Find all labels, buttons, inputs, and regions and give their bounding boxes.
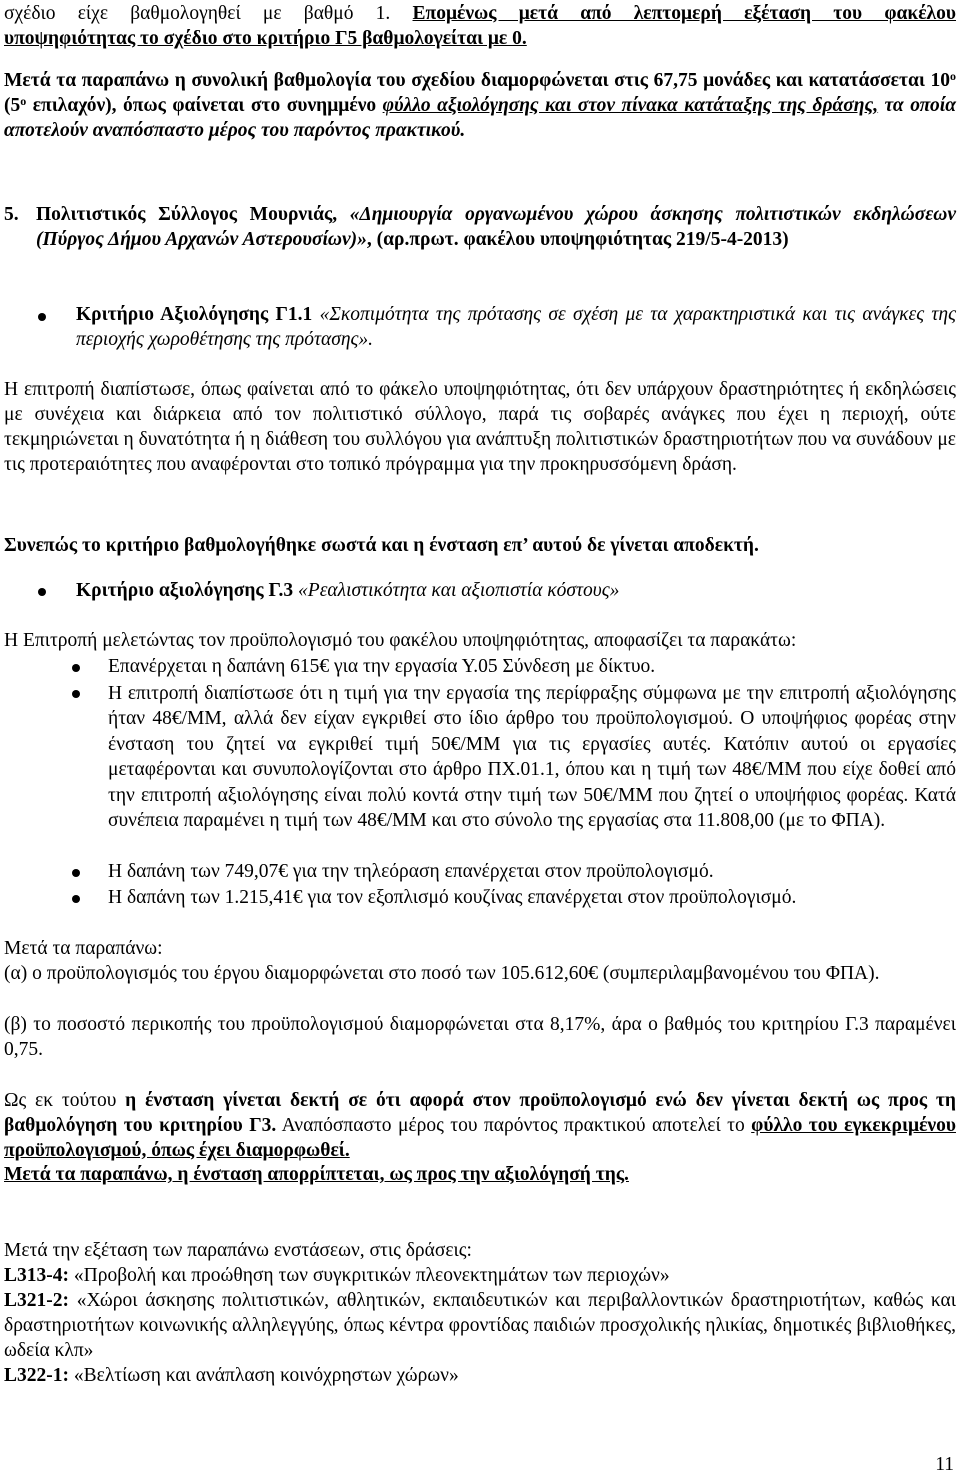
final-rejection	[4, 1163, 956, 1188]
summary-text-b: (5	[4, 94, 21, 116]
after-item-a: (α) ο προϋπολογισμός του έργου διαμορφώνεται στο ποσό των 105.612,60€ (συμπεριλαμβανομένου του ΦΠΑ).	[4, 963, 880, 984]
item-5-project-title: «Δημιουργία οργανωμένου χώρου άσκησης πολιτιστικών εκδηλώσεων (Πύργος Δήμου Αρχανών Αστερουσίων)»	[36, 204, 957, 250]
budget-item: Η δαπάνη των 749,07€ για την τηλεόραση επανέρχεται στον προϋπολογισμό.	[108, 861, 714, 882]
partial-bold: η ένσταση γίνεται δεκτή σε ότι αφορά στον προϋπολογισμό ενώ δεν γίνεται δεκτή ως προς τη βαθμολόγηση του κριτηρίου Γ3.	[4, 1090, 956, 1136]
action-text: «Προβολή και προώθηση των συγκριτικών πλεονεκτημάτων των περιοχών»	[69, 1265, 670, 1286]
criterion-g1-1-description: «Σκοπιμότητα της πρότασης σε σχέση με τα χαρακτηριστικά και τις ανάγκες της περιοχής χωροθέτησης της πρότασης».	[76, 304, 956, 350]
ordinal-sup-2: ο	[20, 93, 27, 108]
approved-budget-sheet: φύλλο του εγκεκριμένου προϋπολογισμού, όπως έχει διαμορφωθεί.	[4, 1114, 956, 1161]
top-text: σχέδιο είχε βαθμολογηθεί με βαθμό 1.	[4, 3, 413, 24]
after-intro: Μετά τα παραπάνω:	[4, 938, 163, 959]
action-item	[4, 1289, 956, 1363]
after-item-b: (β) το ποσοστό περικοπής του προϋπολογισμού διαμορφώνεται στα 8,17%, άρα ο βαθμός του κριτηρίου Γ.3 παραμένει 0,75.	[4, 1014, 956, 1060]
top-line-1	[4, 2, 956, 27]
partial-text-1: Ως εκ τούτου	[4, 1090, 126, 1111]
summary-paragraph	[4, 69, 956, 143]
item-number: 5.	[4, 204, 19, 225]
budget-item: Η δαπάνη των 1.215,41€ για τον εξοπλισμό κουζίνας επανέρχεται στον προϋπολογισμό.	[108, 887, 797, 908]
action-item	[4, 1364, 956, 1389]
bullet-icon	[38, 313, 46, 321]
item-5-protocol: , (αρ.πρωτ. φακέλου υποψηφιότητας 219/5-4-2013)	[366, 228, 789, 250]
top-line-2	[4, 27, 956, 52]
action-code: L313-4:	[4, 1265, 69, 1286]
conclusion-1: Συνεπώς το κριτήριο βαθμολογήθηκε σωστά και η ένσταση επ’ αυτού δε γίνεται αποδεκτή.	[4, 535, 759, 556]
partial-text-2: Αναπόσπαστο μέρος του παρόντος πρακτικού αποτελεί το	[276, 1114, 752, 1136]
action-text: «Βελτίωση και ανάπλαση κοινόχρηστων χώρων»	[69, 1365, 459, 1386]
budget-item: Η επιτροπή διαπίστωσε ότι η τιμή για την εργασία της περίφραξης σύμφωνα με την επιτροπή αξιολόγησης ήταν 48€/ΜΜ, αλλά δεν είχαν εγκριθεί στο ίδιο άρθρο του προϋπολογισμού. Ο υποψήφιος φορέας στην ένσταση του ζητεί να εγκριθεί τιμή 50€/ΜΜ για τις εργασίες αυτές. Κατόπιν αυτού οι εργασίες μεταφέρονται και συνυπολογίζονται στο άρθρο ΠΧ.01.1, όπου και η τιμή των 48€/ΜΜ που είχε δοθεί από την επιτροπή αξιολόγησης είναι πολύ κοντά στην τιμή των 50€/ΜΜ που ζητεί ο υποψήφιος φορέας. Κατά συνέπεια παραμένει η τιμή των 48€/ΜΜ και στο σύνολο της εργασίας στα 11.808,00 (με το ΦΠΑ).	[108, 683, 956, 832]
page-number: 11	[935, 1454, 954, 1476]
action-code: L321-2:	[4, 1290, 69, 1311]
bullet-icon	[72, 869, 80, 877]
criterion-g3	[76, 579, 956, 604]
top-bold-underlined-2: υποψηφιότητας το σχέδιο στο κριτήριο Γ5 βαθμολογείται με 0.	[4, 28, 527, 49]
summary-text-a: Μετά τα παραπάνω η συνολική βαθμολογία του σχεδίου διαμορφώνεται στις 67,75 μονάδες και κατατάσσεται 10	[4, 70, 950, 91]
criterion-g1-1-label: Κριτήριο Αξιολόγησης Γ1.1	[76, 304, 313, 325]
summary-text-c: επιλαχόν), όπως φαίνεται στο συνημμένο	[26, 94, 383, 116]
bullet-icon	[38, 588, 46, 596]
partial-acceptance	[4, 1089, 956, 1163]
budget-intro: Η Επιτροπή μελετώντας τον προϋπολογισμό του φακέλου υποψηφιότητας, αποφασίζει τα παρακάτω:	[4, 630, 797, 651]
committee-paragraph: Η επιτροπή διαπίστωσε, όπως φαίνεται από το φάκελο υποψηφιότητας, ότι δεν υπάρχουν δραστηριότητες ή εκδηλώσεις με συνέχεια και διάρκεια από τον πολιτιστικό σύλλογο, παρά τις σοβαρές ανάγκες που έχει η περιοχή, ούτε τεκμηριώνεται η δυνατότητα ή η διάθεση του συλλόγου για ανάπτυξη πολιτιστικών δραστηριοτήτων που να συνάδουν με τις προτεραιότητες που αναφέρονται στο τοπικό πρόγραμμα για την προκηρυσσόμενη δράση.	[4, 379, 956, 475]
summary-text-d: τα οποία αποτελούν αναπόσπαστο μέρος του παρόντος πρακτικού.	[4, 94, 956, 141]
criterion-g1-1	[76, 303, 956, 353]
final-rejection-text: Μετά τα παραπάνω, η ένσταση απορρίπτεται, ως προς την αξιολόγησή της.	[4, 1164, 629, 1185]
bullet-icon	[72, 690, 80, 698]
top-bold-underlined: Επομένως μετά από λεπτομερή εξέταση του φακέλου	[412, 3, 956, 24]
actions-intro: Μετά την εξέταση των παραπάνω ενστάσεων, στις δράσεις:	[4, 1240, 472, 1261]
budget-item: Επανέρχεται η δαπάνη 615€ για την εργασία Υ.05 Σύνδεση με δίκτυο.	[108, 656, 656, 677]
bullet-icon	[72, 895, 80, 903]
item-5-heading	[36, 203, 956, 253]
action-code: L322-1:	[4, 1365, 69, 1386]
evaluation-sheet-link: φύλλο αξιολόγησης και στον πίνακα κατάταξης της δράσης,	[382, 94, 879, 116]
criterion-g3-label: Κριτήριο αξιολόγησης Γ.3	[76, 580, 294, 601]
criterion-g3-description: «Ρεαλιστικότητα και αξιοπιστία κόστους»	[293, 580, 620, 601]
ordinal-sup-1: ο	[950, 69, 956, 83]
item-5-org: Πολιτιστικός Σύλλογος Μουρνιάς,	[36, 204, 350, 225]
bullet-icon	[72, 664, 80, 672]
action-text: «Χώροι άσκησης πολιτιστικών, αθλητικών, εκπαιδευτικών και περιβαλλοντικών δραστηριοτήτων, καθώς και δραστηριοτήτων κοινωνικής αλληλεγγύης, όπως κέντρα φροντίδας παιδιών προσχολικής ηλικίας, δημοτικές βιβλιοθήκες, ωδεία κλπ»	[4, 1290, 956, 1361]
action-item	[4, 1264, 956, 1289]
